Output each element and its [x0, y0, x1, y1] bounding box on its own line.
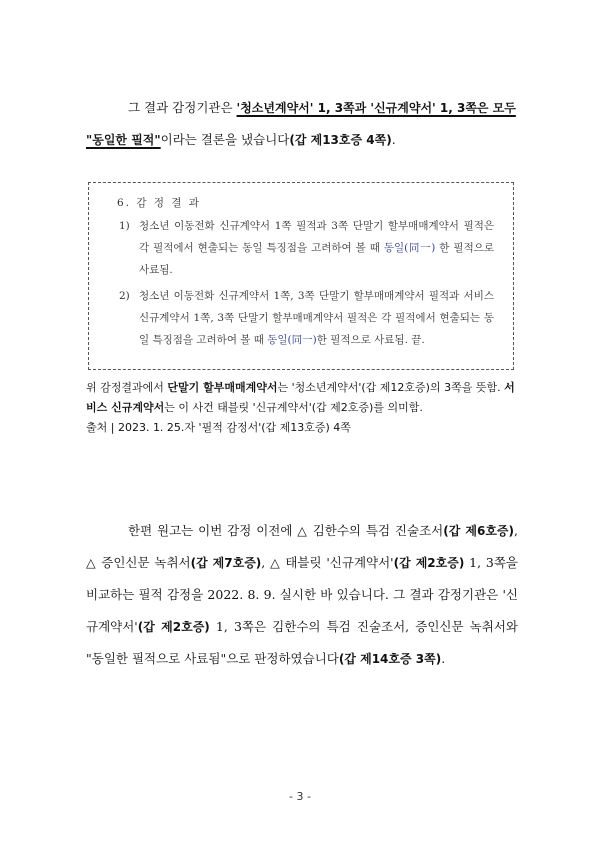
highlight-same: 동일(同一) [383, 242, 436, 254]
paragraph-appraisal-conclusion: 그 결과 감정기관은 '청소년계약서' 1, 3쪽과 '신규계약서' 1, 3쪽은 모두 "동일한 필적"이라는 결론을 냈습니다(갑 제13호증 4쪽). [86, 100, 516, 147]
source-line: 출처 | 2023. 1. 25.자 '필적 감정서'(갑 제13호증) 4쪽 [86, 421, 351, 434]
result-item-1: 1) 청소년 이동전화 신규계약서 1쪽 필적과 3쪽 단말기 할부매매계약서 필적은 각 필적에서 현출되는 동일 특징점을 고려하여 볼 때 동일(同一) 한 필적으로 사료됨. [119, 220, 494, 276]
highlight-same: 동일(同一) [267, 334, 317, 346]
paragraph-prior-appraisal: 한편 원고는 이번 감정 이전에 △ 김한수의 특검 진술조서(갑 제6호증), △ 증인신문 녹취서(갑 제7호증), △ 태블릿 '신규계약서'(갑 제2호증) 1, 3쪽을 비교하는 필적 감정을 2022. 8. 9. 실시한 바 있습니다. 그 결과 감정기관은 '신규계약서'(갑 제2호증) 1, 3쪽은 김한수의 특검 진술조서, 증인신문 녹취서와 "동일한 필적으로 사료됨"으로 판정하였습니다(갑 제14호증 3쪽). [86, 523, 518, 666]
emphasis-same-handwriting: "동일한 필적" [86, 133, 161, 147]
excerpt-title: 6. 감 정 결 과 [117, 197, 201, 209]
emphasis-contracts: '청소년계약서' 1, 3쪽과 '신규계약서' 1, 3쪽은 모두 [236, 101, 516, 115]
result-item-2: 2) 청소년 이동전화 신규계약서 1쪽, 3쪽 단말기 할부매매계약서 필적과 서비스 신규계약서 1쪽, 3쪽 단말기 할부매매계약서 필적은 각 필적에서 현출되는 동일 특징점을 고려하여 볼 때 동일(同一)한 필적으로 사료됨. 끝. [119, 290, 494, 346]
page-number: - 3 - [289, 790, 311, 803]
citation: (갑 제13호증 4쪽) [289, 133, 392, 147]
appraisal-result-excerpt [88, 182, 514, 370]
excerpt-caption: 위 감정결과에서 단말기 할부매매계약서는 '청소년계약서'(갑 제12호증)의 3쪽을 뜻함. 서비스 신규계약서는 이 사건 태블릿 '신규계약서'(갑 제2호증)를 의미함. 출처 | 2023. 1. 25.자 '필적 감정서'(갑 제13호증) 4쪽 [86, 381, 515, 434]
